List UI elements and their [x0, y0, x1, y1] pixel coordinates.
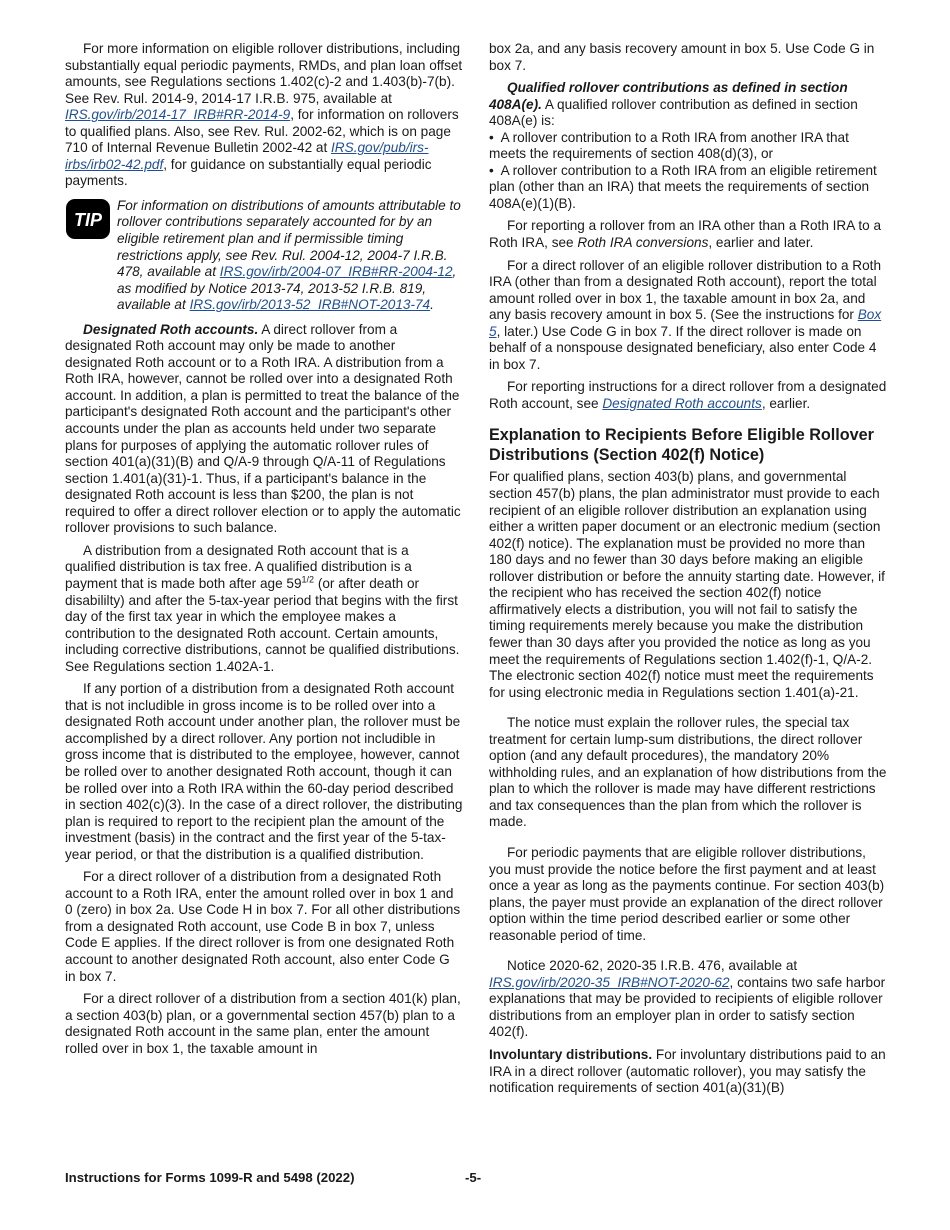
tip-box: TIP For information on distributions of amounts attributable to rollover contributions separately accounted for by an eligible retirement plan and if permissible timing restrictions apply, see Rev. Rul. 2004-12, 2004-7 I.R.B. 478, available at IRS.gov/irb/2004-07_IRB#RR-2004-12, as modified by Notice 2013-74, 2013-52 I.R.B. 819, available at IRS.gov/irb/2013-52_IRB#NOT-2013-74. — [65, 198, 463, 314]
page-number: -5- — [465, 1170, 482, 1185]
paragraph-rollover-info: For more information on eligible rollover distributions, including substantially equal periodic payments, RMDs, and plan loan offset amounts, see Regulations sections 1.402(c)-2 and 1.403(b)-7(b). See Rev. Rul. 2014-9, 2014-17 I.R.B. 975, available at IRS.gov/irb/2014-17_IRB#RR-2014-9, for information on rollovers to qualified plans. Also, see Rev. Rul. 2002-62, which is on page 710 of Internal Revenue Bulletin 2002-42 at IRS.gov/pub/irs-irbs/irb02-42.pdf, for guidance on substantially equal periodic payments. — [65, 41, 463, 189]
paragraph-not-includible: If any portion of a distribution from a designated Roth account that is not includible in gross income is to be rolled over into a designated Roth account under another plan, the rollover must be accomplished by a direct rollover. Any portion not includible in gross income that is distributed to the employee, however, cannot be rolled over to another designated Roth account, though it can be rolled over into a Roth IRA within the 60-day period described in section 402(c)(3). In the case of a direct rollover, the distributing plan is required to report to the recipient plan the amount of the investment (basis) in the contract and the first year of the 5-tax-year period, or that the distribution is a qualified distribution. — [65, 681, 463, 862]
left-column — [65, 41, 463, 1063]
svg-text:TIP: TIP — [73, 209, 103, 230]
bullet-item: • A rollover contribution to a Roth IRA from an eligible retirement plan (other than an IRA) that meets the requirements of section 408A(e)(1)(B). — [489, 162, 877, 211]
link-designated-roth-accounts[interactable]: Designated Roth accounts — [602, 395, 762, 411]
link-irb02-42[interactable]: IRS.gov/pub/irs-irbs/irb02-42.pdf — [65, 140, 429, 172]
paragraph-periodic-payments: For periodic payments that are eligible rollover distributions, you must provide the notice before the first payment and at least once a year as long as the payments continue. For section 403(b) plans, the payer must provide an explanation of the direct rollover option within the time period described earlier or some other reasonable period of time. — [489, 844, 885, 943]
link-not-2020-62[interactable]: IRS.gov/irb/2020-35_IRB#NOT-2020-62 — [489, 974, 730, 990]
paragraph-ira-to-roth: For reporting a rollover from an IRA other than a Roth IRA to a Roth IRA, see Roth IRA conversions, earlier and later. — [489, 218, 882, 251]
bullet-item: • A rollover contribution to a Roth IRA from another IRA that meets the requirements of section 408(d)(3), or — [489, 129, 849, 162]
link-rr-2004-12[interactable]: IRS.gov/irb/2004-07_IRB#RR-2004-12 — [219, 264, 453, 280]
paragraph-reporting-instructions: For reporting instructions for a direct rollover from a designated Roth account, see Designated Roth accounts, earlier. — [489, 379, 887, 411]
paragraph-direct-rollover-roth-ira: For a direct rollover of a distribution from a designated Roth account to a Roth IRA, enter the amount rolled over in box 1 and 0 (zero) in box 2a. Use Code H in box 7. For all other distributions from a designated Roth account, use Code B in box 7, unless Code E applies. If the direct rollover is from one designated Roth account to another designated Roth account, also enter Code G in box 7. — [65, 869, 461, 984]
paragraph-qualified-distribution: A distribution from a designated Roth account that is a qualified distribution is tax free. A qualified distribution is a payment that is made both after age $59^{1/2}$ (or after death or disabililty) and after the 5-tax-year period that begins with the first day of the first tax year in which the employee makes a contribution to the designated Roth account. Certain amounts, including corrective distributions, cannot be qualified distributions. See Regulations section 1.402A-1. — [65, 542, 460, 674]
paragraph-402f-notice: For qualified plans, section 403(b) plans, and governmental section 457(b) plans, the plan administrator must provide to each recipient of an eligible rollover distribution an explanation using either a written paper document or an electronic medium (section 402(f) notice). The explanation must be provided no more than 180 days and no fewer than 30 days before making an eligible rollover distribution or before the annuity starting date. However, if the recipient who has received the section 402(f) notice affirmatively elects a distribution, you will not fail to satisfy the timing requirements merely because you make the distribution fewer than 30 days after you provided the notice as long as you meet the requirements of Regulations section 1.402(f)-1, Q/A-2. The electronic section 402(f) notice must meet the requirements for using electronic media in Regulations section 1.401(a)-21. — [489, 469, 885, 700]
paragraph-direct-rollover-eligible: For a direct rollover of an eligible rollover distribution to a Roth IRA (other than from a designated Roth account), report the total amount rolled over in box 1, the taxable amount in box 2a, and any basis recovery amount in box 5. (See the instructions for Box 5, later.) Use Code G in box 7. If the direct rollover is made on behalf of a nonspouse designated beneficiary, also enter Code 4 in box 7. — [489, 257, 882, 372]
section-heading-402f: Explanation to Recipients Before Eligible Rollover Distributions (Section 402(f) Notice) — [489, 426, 874, 464]
paragraph-continued: box 2a, and any basis recovery amount in box 5. Use Code G in box 7. — [489, 41, 875, 73]
heading-involuntary: Involuntary distributions. — [489, 1046, 653, 1062]
heading-designated-roth: Designated Roth accounts. — [83, 321, 259, 337]
paragraph-notice-2020-62: Notice 2020-62, 2020-35 I.R.B. 476, available at IRS.gov/irb/2020-35_IRB#NOT-2020-62, contains two safe harbor explanations that may be provided to recipients of eligible rollover distributions from an employer plan in order to satisfy section 402(f). — [489, 958, 886, 1040]
paragraph-in-plan-rollover: For a direct rollover of a distribution from a section 401(k) plan, a section 403(b) plan, or a governmental section 457(b) plan to a designated Roth account in the same plan, enter the amount rolled over in box 1, the taxable amount in — [65, 991, 461, 1056]
paragraph-notice-content: The notice must explain the rollover rules, the special tax treatment for certain lump-sum distributions, the direct rollover option (and any default procedures), the mandatory 20% withholding rules, and an explanation of how distributions from the plan to which the rollover is made may have different restrictions and tax consequences than the plan from which the rollover is made. — [489, 715, 887, 830]
paragraph-designated-roth: Designated Roth accounts. A direct rollover from a designated Roth account may only be made to another designated Roth account or to a Roth IRA. A distribution from a Roth IRA, however, cannot be rolled over into a designated Roth account. In addition, a plan is permitted to treat the balance of the participant's designated Roth account and the participant's other accounts under the plan as accounts held under two separate plans for purposes of applying the automatic rollover rules of section 401(a)(31)(B) and Q/A-9 through Q/A-11 of Regulations section 1.401(a)(31)-1. Thus, if a participant's balance in the designated Roth account is less than $200, the plan is not required to offer a direct rollover election or to apply the automatic rollover provisions to such balance. — [65, 321, 461, 536]
paragraph-involuntary: Involuntary distributions. For involuntary distributions paid to an IRA in a direct rollover (automatic rollover), you may satisfy the notification requirements of section 401(a)(31)(B) — [489, 1046, 886, 1096]
tip-icon — [65, 198, 111, 245]
footer-title: Instructions for Forms 1099-R and 5498 (2022) — [65, 1170, 355, 1185]
paragraph-qualified-rollover: Qualified rollover contributions as defined in section 408A(e). A qualified rollover contribution as defined in section 408A(e) is: — [489, 80, 858, 129]
page-footer — [65, 1170, 889, 1185]
link-rr-2014-9[interactable]: IRS.gov/irb/2014-17_IRB#RR-2014-9 — [65, 107, 291, 123]
link-not-2013-74[interactable]: IRS.gov/irb/2013-52_IRB#NOT-2013-74 — [189, 297, 431, 313]
link-box-5[interactable]: Box 5 — [489, 307, 882, 339]
right-column — [489, 41, 889, 1103]
heading-qualified-rollover: Qualified rollover contributions as defined in section 408A(e). — [489, 80, 848, 112]
